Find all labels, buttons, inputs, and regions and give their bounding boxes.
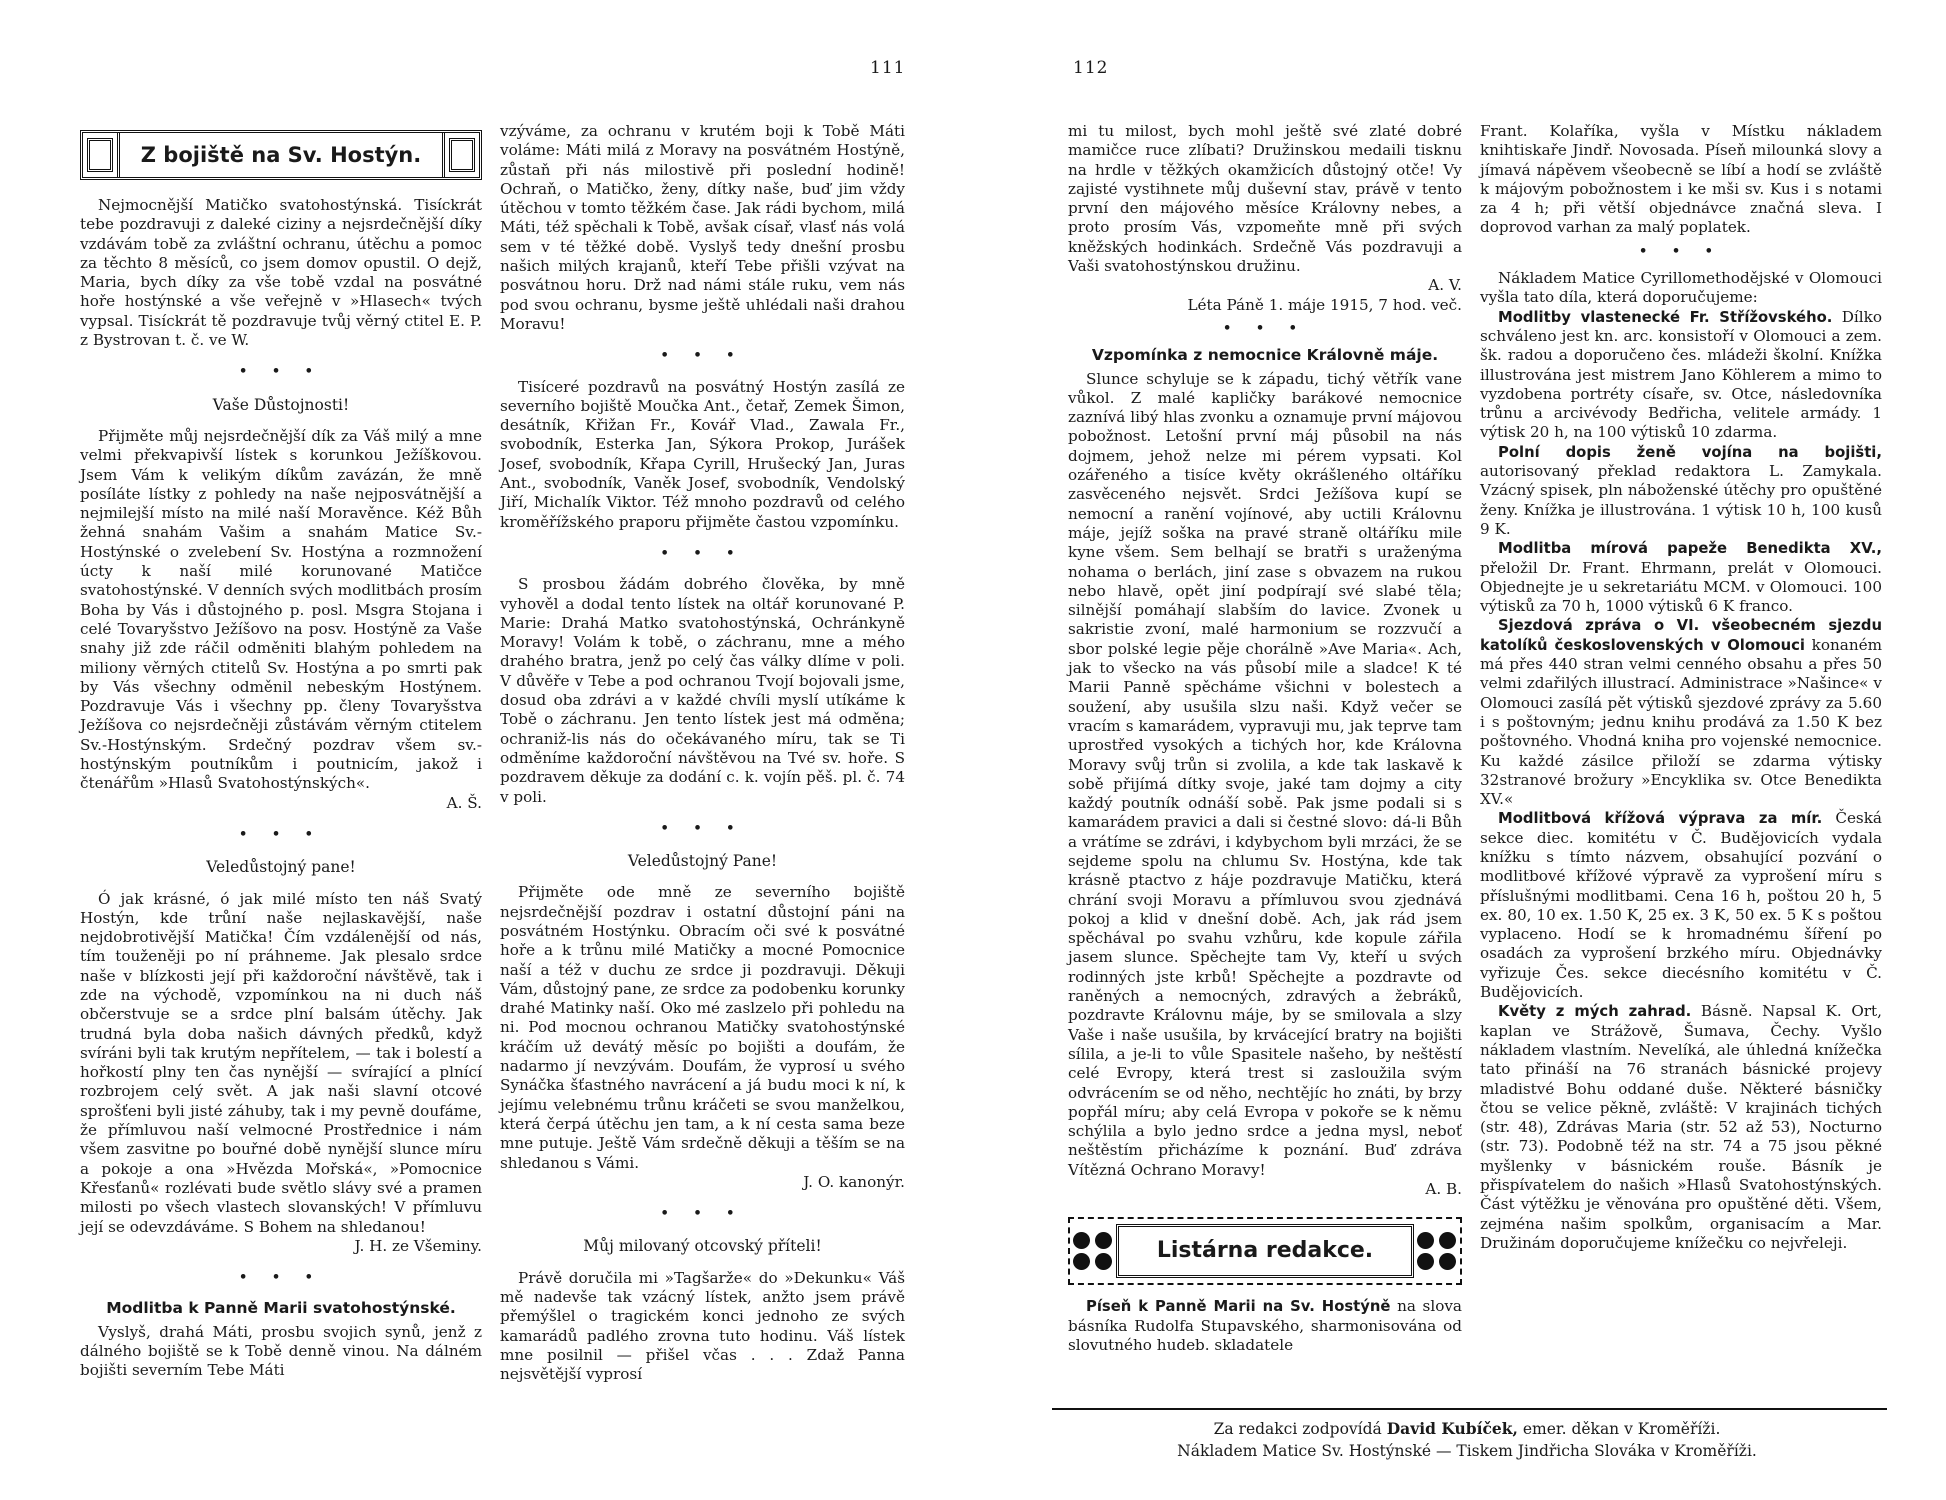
letter-paragraph: Přijměte můj nejsrdečnější dík za Váš milý a mne velmi překvapivší lístek s korunkou Ježíškovou. Jsem Vám k velikým díkům zavázán, že mně posíláte lístky z pohledy na naše nejposvátnější a nejmilejší místo na milé naší Moravěnce. Kéž Bůh žehná snahám Vašim a snahám Matice Sv.-Hostýnské o zvelebení Sv. Hostýna a rozmnožení úcty k naší milé korunované Matičce svatohostýnské. V denních svých modlitbách prosím Boha by Vás i důstojného p. posl. Msgra Stojana i celé Tovaryšstvo Ježíšovo na posv. Hostýně za Vaše snahy již zde ráčil odměniti blahým pohledem na miliony věrných ctitelů Sv. Hostýna a po smrti pak by Vás všechny odměnil nebeským Hostýnem. Pozdravuje Vás i všechny pp. členy Tovaryšstva Ježíšova co nejsrdečněji zůstávám věrným ctitelem Sv.-Hostýnským. Srdečný pozdrav všem sv.-hostýnským poutníkům i poutnicím, jakož i čtenářům »Hlasů Svatohostýnských«.: [80, 426, 482, 793]
letter-paragraph: Právě doručila mi »Tagšarže« do »Dekunku« Váš mě nadevše tak vzácný lístek, anžto jsem právě přemýšlel o tragickém konci jednoho ze svých kamarádů padlého zrovna tuto hodinu. Váš lístek mne posilnil — přišel včas . . . Zdaž Panna nejsvětější vyprosí: [500, 1268, 905, 1384]
notice-paragraph: Frant. Kolaříka, vyšla v Místku nákladem knihtiskaře Jindř. Novosada. Píseň milounká slovy a jímavá nápěvem všeobecně se líbí a hodí se zvláště k májovým pobožnostem i ke mši sv. Kus i s notami za 4 h; při větší objednávce značná sleva. I doprovod varhan za malý poplatek.: [1480, 122, 1882, 237]
letter-paragraph: mi tu milost, bych mohl ještě své zlaté dobré mamičce ruce zlíbati? Družinskou medaili tisknu na hrdle v těžkých okamžicích důstojný otče! Vy zajisté vystihnete můj duševní stav, právě v tento první den májového měsíce Královny nebes, a proto prosím Vás, vzpomeňte mně při svých kněžských hodinkách. Srdečně Vás pozdravuji a Vaši svatohostýnskou družinu.: [1068, 122, 1462, 276]
article-signature: A. B.: [1425, 1180, 1462, 1199]
notice-text: na slova básníka Rudolfa Stupavského, sharmonisována od slovutného hudeb. skladatele: [1068, 1297, 1462, 1354]
prayer-paragraph: Vyslyš, drahá Máti, prosbu svojich synů, jenž z dálného bojiště se k Tobě denně vinou. Na dálném bojišti severním Tebe Máti: [80, 1322, 482, 1380]
section-title: Z bojiště na Sv. Hostýn.: [117, 133, 445, 177]
notice-paragraph: [1480, 1002, 1882, 1253]
notice-lead: Sjezdová zpráva o VI. všeobecném sjezdu katolíků československých v Olomouci: [1480, 617, 1882, 654]
separator-stars: • • •: [660, 1206, 745, 1222]
prayer-paragraph: vzýváme, za ochranu v krutém boji k Tobě Máti voláme: Máti milá z Moravy na posvátném Hostýně, zůstaň při nás milostivě při poslední hodině! Ochraň, o Matičko, ženy, dítky naše, buď jim vždy útěchou v tomto těžkém čase. Jak rádi bychom, milá Máti, též spěchali k Tobě, avšak císař, vlasť nás volá sem v té těžké době. Vyslyš tedy dnešní prosbu našich milých krajanů, kteří Tebe přišli vzývat na posvátnou horu. Drž nad námi stále ruku, vem nás pod svou ochranu, bysme ještě uhlédali naši drahou Moravu!: [500, 122, 905, 333]
separator-stars: • • •: [1639, 243, 1723, 259]
footer-text: emer. děkan v Kroměříži.: [1517, 1420, 1721, 1438]
separator-stars: • • •: [660, 348, 745, 364]
column-2: [500, 122, 905, 1385]
notice-text: Básně. Napsal K. Ort, kaplan ve Strážově, Šumava, Čechy. Vyšlo nákladem vlastním. Nevelíká, ale úhledná knížečka tato přináší na 76 stranách básnické projevy mladistvé Bohu oddané duše. Některé básničky čtou se velice pěkně, zvláště: V krajinách tichých (str. 48), Zdrávas Maria (str. 52 až 53), Nocturno (str. 73). Podobně též na str. 74 a 75 jsou pěkné myšlenky v básnickém rouše. Básník je přispívatelem do našich »Hlasů Svatohostýnských. Část výtěžku je věnována pro opuštěné děti. Všem, zejména našim spolkům, organisacím a Mar. Družinám doporučujeme knížečku co nejvřeleji.: [1480, 1002, 1882, 1252]
separator-stars: • • •: [239, 364, 323, 380]
notice-paragraph: [1068, 1297, 1462, 1355]
separator-stars: • • •: [660, 820, 745, 836]
letter-paragraph: S prosbou žádám dobrého člověka, by mně vyhověl a dodal tento lístek na oltář korunované P. Marie: Drahá Matko svatohostýnská, Ochránkyně Moravy! Volám k tobě, o záchranu, mne a mého drahého bratra, jenž po celý čas války dlíme v poli. V důvěře v Tebe a pod ochranou Tvojí bojovali jsme, dosud oba zdrávi a v každé chvíli myslí utíkáme k Tobě o záchranu. Jen tento lístek jest má odměna; ochraniž-lis nás do očekávaného míru, tak se Ti odměníme každoroční návštěvou na Tvé sv. hoře. S pozdravem děkuje za dodání c. k. vojín pěš. pl. č. 74 v poli.: [500, 575, 905, 806]
ornament-dots-icon: [1070, 1232, 1116, 1270]
ornament-dots-icon: [1414, 1232, 1460, 1270]
letter-signature: A. Š.: [446, 793, 482, 812]
column-1: [80, 130, 482, 1381]
notice-paragraph: [1480, 539, 1882, 616]
separator-stars: • • •: [239, 826, 323, 842]
letter-salutation: Veledůstojný pane!: [206, 858, 356, 877]
notice-lead: Modlitba mírová papeže Benedikta XV.,: [1498, 540, 1882, 558]
footer-line-editor: [1052, 1418, 1882, 1440]
footer: [1052, 1418, 1882, 1462]
listarna-header: [1068, 1217, 1462, 1285]
letter-paragraph: Nejmocnější Matičko svatohostýnská. Tisíckrát tebe pozdravuji z daleké ciziny a nejsrdečnější díky vzdávám tobě za zvláštní ochranu, útěchu a pomoc za těchto 8 měsíců, co jsem domov opustil. O dejž, Maria, bych díky za vše tobě vzdal na posvátné hoře hostýnské a vše veřejně v »Hlasech« tvých vypsal. Tisíckrát tě pozdravuje tvůj věrný ctitel E. P. z Bystrovan t. č. ve W.: [80, 196, 482, 350]
column-3: [1068, 122, 1462, 1355]
prayer-title: Modlitba k Panně Marii svatohostýnské.: [106, 1299, 456, 1318]
notice-text: Dílko schváleno jest kn. arc. konsistoří v Olomouci a zem. šk. radou a doporučeno čes. mládeži školní. Knížka illustrována jest mistrem Jano Köhlerem a mimo to vyzdobena portréty císaře, sv. Otce, následovníka trůnu a arcivévody Bedřicha, velitele armády. 1 výtisk 20 h, na 100 výtisků 10 zdarma.: [1480, 307, 1882, 442]
notice-lead: Polní dopis ženě vojína na bojišti,: [1498, 443, 1882, 461]
page-number: 112: [1073, 58, 1109, 78]
article-title: Vzpomínka z nemocnice Královně máje.: [1091, 346, 1439, 365]
notice-text: přeložil Dr. Frant. Ehrmann, prelát v Olomouci. Objednejte je u sekretariátu MCM. v Olomouci. 100 výtisků za 70 h, 1000 výtisků 6 K franco.: [1480, 558, 1882, 616]
letter-signature: J. O. kanonýr.: [803, 1172, 905, 1191]
notice-lead: Modlitby vlastenecké Fr. Střížovského.: [1498, 308, 1833, 326]
notice-text: autorisovaný překlad redaktora L. Zamykala. Vzácný spisek, pln náboženské útěchy pro opuštěné ženy. Knížka je illustrována. 1 výtisk 10 h, 100 kusů 9 K.: [1480, 462, 1882, 538]
letter-signature: A. V.: [1428, 276, 1462, 295]
ornament-square-icon: [449, 138, 475, 172]
letter-paragraph: Přijměte ode mně ze severního bojiště nejsrdečnější pozdrav i ostatní důstojní páni na posvátném Hostýnku. Obracím oči své k posvátné hoře a k trůnu milé Matičky a mocné Pomocnice naší a též v duchu ze srdce ji pozdravuji. Děkuji Vám, důstojný pane, ze srdce za podobenku korunky drahé Matinky naší. Oko mé zaslzelo při pohledu na ni. Pod mocnou ochranou Matičky svatohostýnské kráčím už devátý měsíc po bojišti a doufám, že nadarmo jí nevzývám. Doufám, že vyprosí u svého Synáčka šťastného navrácení a já budu moci k ní, k jejímu velebnému trůnu kráčeti se svou manželkou, která čerpá útěchu jen tam, a k ní cesta sama beze mne putuje. Ještě Vám srdečně děkuji a těším se na shledanou s Vámi.: [500, 883, 905, 1172]
listarna-title: Listárna redakce.: [1116, 1224, 1414, 1278]
notice-lead: Květy z mých zahrad.: [1498, 1003, 1692, 1021]
letter-signature: J. H. ze Všeminy.: [354, 1236, 482, 1255]
letter-salutation: Můj milovaný otcovský příteli!: [583, 1237, 822, 1256]
footer-text: Za redakci zodpovídá: [1213, 1420, 1387, 1438]
separator-stars: • • •: [239, 1270, 323, 1286]
page-number: 111: [870, 58, 906, 78]
editor-name: David Kubíček,: [1386, 1419, 1518, 1438]
article-paragraph: Slunce schyluje se k západu, tichý větřík vane vůkol. Z malé kapličky barákové nemocnice zaznívá libý hlas zvonku a oznamuje první májovou pobožnost. Letošní první máj působil na nás dojmem, jehož nelze mi pérem vypsati. Kol ozářeného a tisíce květy okrášleného oltáříku zasvěceného nejsvět. Srdci Ježíšova kupí se nemocní a ranění vojínové, aby uctili Královnu máje, jejíž soška na pravé straně oltáříku mile kyne všem. Sem belhají se bratři s uraženýma nohama o berlách, jiní zase s obvazem na rukou nebo hlavě, opět jiní podpírají své slabé těla; silnější pomáhají slabším do lavice. Zvonek u sakristie zvoní, malé harmonium se rozzvučí a sbor polské legie pěje chorálně »Ave Maria«. Ach, jak to všecko na vás působí mile a sladce! K té Marii Panně spěcháme všichni v bolestech a soužení, aby usušila slzu naši. Když večer se vracím s kamarádem, vypravuji mu, jak teprve tam uprostřed vysokých a tichých hor, kde Královna Moravy svůj trůn si zvolila, a kde tak laskavě k sobě přijímá dítky svoje, jaké tam dojmy a city každý poutník odnáší sobě. Pak jsme podali si s kamarádem pravici a dali si čestné slovo: dá-li Bůh a vrátíme se zdrávi, i kdybychom byli mrzáci, že se sejdeme spolu na chlumu Sv. Hostýna, kde tak krásně ptactvo z háje pozdravuje Matičku, která chrání svoji Moravu a přímluvou svou zjednává pokoj a klid v dnešní době. Ach, jak rád jsem spěchával po svahu vzhůru, kde kopule zářila jasem slunce. Spěchejte tam Vy, kteří u svých rodinných jste krbů! Spěchejte a pozdravte od raněných a nemocných, zdravých a žebráků, pozdravte Královnu máje, by se smilovala a slzy Vaše i naše usušila, by krvácející bratry na bojišti sílila, a je-li to vůle Spasitele našeho, by neštěstí celé Evropy, která trest si zasloužila svým odvrácením se od něho, nechtějíc ho znáti, by brzy popřál míru; aby celá Evropa v pokoře se k němu schýlila a bylo jedno srdce a jedna mysl, neboť neštěstím přicházíme k poznání. Buď zdráva Vítězná Ochrano Moravy!: [1068, 369, 1462, 1179]
notice-lead: Modlitbová křížová výprava za mír.: [1498, 810, 1823, 828]
notice-paragraph: Nákladem Matice Cyrillomethodějské v Olomouci vyšla tato díla, která doporučujeme:: [1480, 269, 1882, 307]
notice-lead: Píseň k Panně Marii na Sv. Hostýně: [1086, 1298, 1391, 1316]
letter-date: Léta Páně 1. máje 1915, 7 hod. več.: [1187, 295, 1462, 314]
notice-text: konaném má přes 440 stran velmi cenného obsahu a přes 50 velmi zdařilých illustrací. Administrace »Našince« v Olomouci zasílá pět výtisků sjezdové zprávy za 5.60 i s poštovným; jednu knihu prodává za 1.50 K bez poštovného. Vhodná kniha pro vojenské nemocnice. Ku každé zásilce přiloží se zdarma výtisky 32stranové brožury »Encyklika sv. Otce Benedikta XV.«: [1480, 635, 1882, 809]
notice-paragraph: [1480, 308, 1882, 443]
notice-paragraph: [1480, 809, 1882, 1002]
notice-paragraph: [1480, 616, 1882, 809]
letter-salutation: Veledůstojný Pane!: [627, 852, 778, 871]
footer-rule: [1052, 1408, 1887, 1410]
separator-stars: • • •: [660, 545, 745, 561]
separator-stars: • • •: [1223, 320, 1307, 336]
letter-salutation: Vaše Důstojnosti!: [212, 395, 350, 414]
section-header: [80, 130, 482, 180]
footer-line-publisher: Nákladem Matice Sv. Hostýnské — Tiskem Jindřicha Slováka v Kroměříži.: [1177, 1442, 1757, 1460]
notice-paragraph: [1480, 443, 1882, 539]
ornament-square-icon: [87, 138, 113, 172]
column-4: [1480, 122, 1882, 1253]
notice-text: Česká sekce diec. komitétu v Č. Budějovicích vydala knížku s tímto názvem, obsahující pozvání o modlitbové křížové výpravě za vyprošení míru s příslušnými modlitbami. Cena 16 h, poštou 20 h, 5 ex. 80, 10 ex. 1.50 K, 25 ex. 3 K, 50 ex. 5 K s poštou vyplaceno. Hodí se k hromadnému šíření po osadách za vyprošení brzkého míru. Objednávky vyřizuje Čes. sekce diecésního komitétu v Č. Budějovicích.: [1480, 809, 1882, 1002]
letter-paragraph: Tisíceré pozdravů na posvátný Hostýn zasílá ze severního bojiště Moučka Ant., četař, Zemek Šimon, desátník, Křižan Fr., Kovář Vlad., Zawala Fr., svobodník, Esterka Jan, Sýkora Prokop, Jurášek Josef, svobodník, Křapa Cyrill, Hrušecký Jan, Juras Ant., svobodník, Vaněk Josef, svobodník, Vendolský Jiří, Michalík Viktor. Též mnoho pozdravů od celého kroměřížského praporu přijměte častou vzpomínku.: [500, 377, 905, 531]
letter-paragraph: Ó jak krásné, ó jak milé místo ten náš Svatý Hostýn, kde trůní naše nejlaskavější, naše nejdobrotivější Matička! Čím vzdálenější od nás, tím touženěji po ní práhneme. Jak plesalo srdce naše v blízkosti její při každoroční návštěvě, tak i zde na východě, vzpomínkou na ni duch náš občerstvuje se a srdce plní balsám útěchy. Jak trudná byla doba našich dávných předků, když svíráni byli tak krutým nepřítelem, — tak i bolestí a hořkostí plny ten čas nynější — svírající a plnící rozbrojem celý svět. A jak naši slavní otcové sprošťeni byli jisté záhuby, tak i my pevně doufáme, že přímluvou naší velmocné Prostřednice i nám všem zasvitne po bouřné době nynější slunce míru a pokoje a ona »Hvězda Mořská«, »Pomocnice Křesťanů« rozlévati bude světlo slávy své a pramen milosti po všech vlastech slovanských! V přímluvu její se odevzdáváme. S Bohem na shledanou!: [80, 889, 482, 1236]
